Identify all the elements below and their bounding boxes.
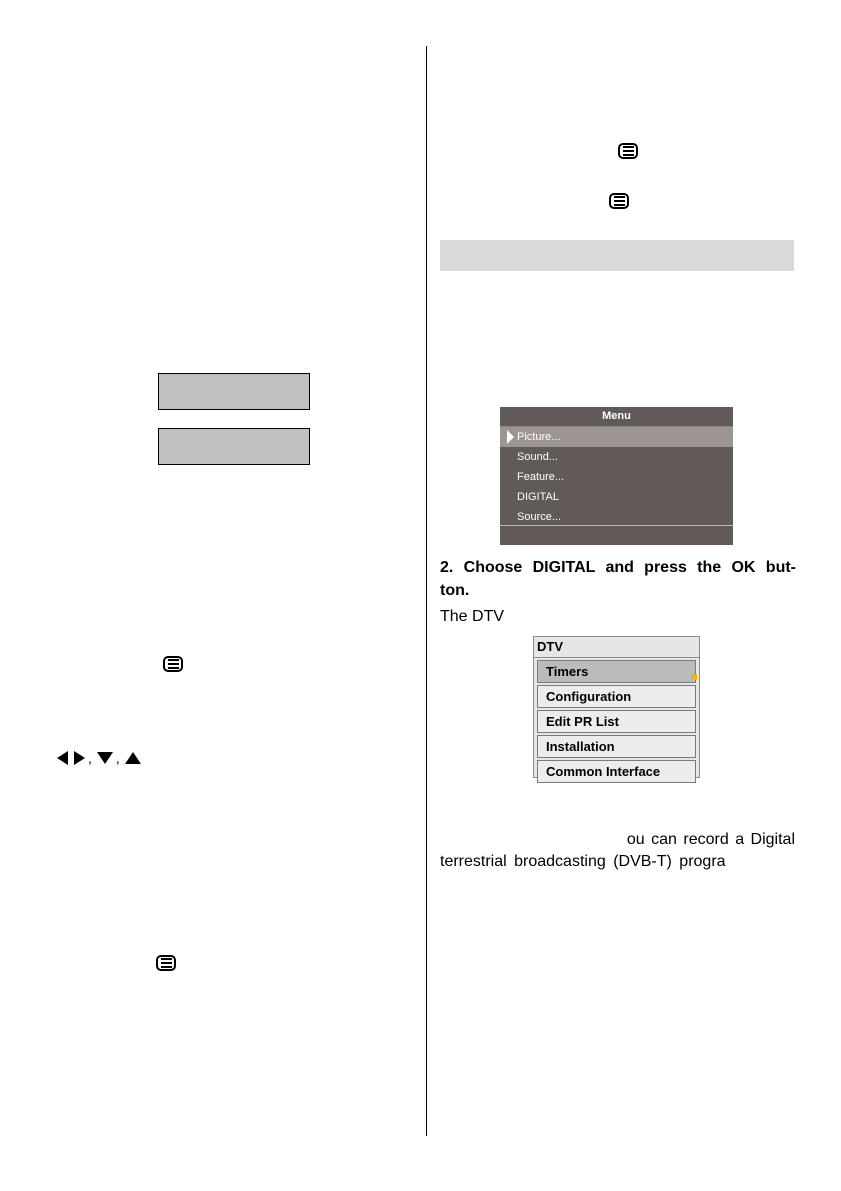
osd-menu-item-digital[interactable] <box>500 487 733 507</box>
gray-placeholder-box-2 <box>158 428 310 465</box>
navigation-arrows <box>57 751 141 765</box>
dtv-menu <box>533 636 700 778</box>
section-header-bar <box>440 240 794 271</box>
step-instruction-line-2: ton. <box>440 582 470 599</box>
teletext-icon <box>156 955 176 971</box>
arrow-separator: , <box>115 750 120 766</box>
dtv-menu-item-label: Edit PR List <box>546 714 619 729</box>
osd-menu-title: Menu <box>500 407 733 427</box>
osd-main-menu <box>500 407 733 545</box>
record-text-line-2: terrestrial broadcasting (DVB-T) progra <box>440 853 726 870</box>
teletext-icon <box>609 193 629 209</box>
selection-marker-icon <box>691 674 697 680</box>
osd-menu-item-label: Feature... <box>517 471 565 483</box>
osd-menu-item-source[interactable] <box>500 507 733 527</box>
osd-menu-item-label: Source... <box>517 511 562 523</box>
step-instruction-line-1: 2. Choose DIGITAL and press the OK but- <box>440 559 796 576</box>
arrow-separator: , <box>88 750 92 766</box>
osd-menu-item-picture[interactable] <box>500 427 733 447</box>
osd-menu-footer <box>500 525 733 545</box>
dtv-menu-item-common-interface[interactable] <box>537 760 696 783</box>
osd-menu-item-sound[interactable] <box>500 447 733 467</box>
right-arrow-icon <box>74 751 85 765</box>
dtv-menu-item-label: Configuration <box>546 689 632 704</box>
dtv-menu-item-edit-pr-list[interactable] <box>537 710 696 733</box>
dtv-menu-item-label: Timers <box>546 664 589 679</box>
teletext-icon <box>618 143 638 159</box>
column-divider <box>426 46 427 1136</box>
osd-menu-item-label: DIGITAL <box>517 491 559 503</box>
dtv-menu-item-installation[interactable] <box>537 735 696 758</box>
osd-menu-item-feature[interactable] <box>500 467 733 487</box>
down-arrow-icon <box>97 752 113 764</box>
teletext-icon <box>163 656 183 672</box>
osd-menu-item-label: Sound... <box>517 451 558 463</box>
dtv-menu-item-timers[interactable] <box>537 660 696 683</box>
dtv-menu-title: DTV <box>534 637 699 658</box>
dtv-menu-item-label: Installation <box>546 739 615 754</box>
dtv-menu-item-configuration[interactable] <box>537 685 696 708</box>
osd-menu-item-label: Picture... <box>517 431 561 443</box>
selection-pointer-icon <box>507 430 514 444</box>
up-arrow-icon <box>125 752 141 764</box>
left-arrow-icon <box>57 751 68 765</box>
dtv-menu-item-label: Common Interface <box>546 764 661 779</box>
gray-placeholder-box-1 <box>158 373 310 410</box>
record-text-line-1: ou can record a Digital <box>626 831 795 848</box>
dtv-intro-text: The DTV <box>440 608 505 625</box>
